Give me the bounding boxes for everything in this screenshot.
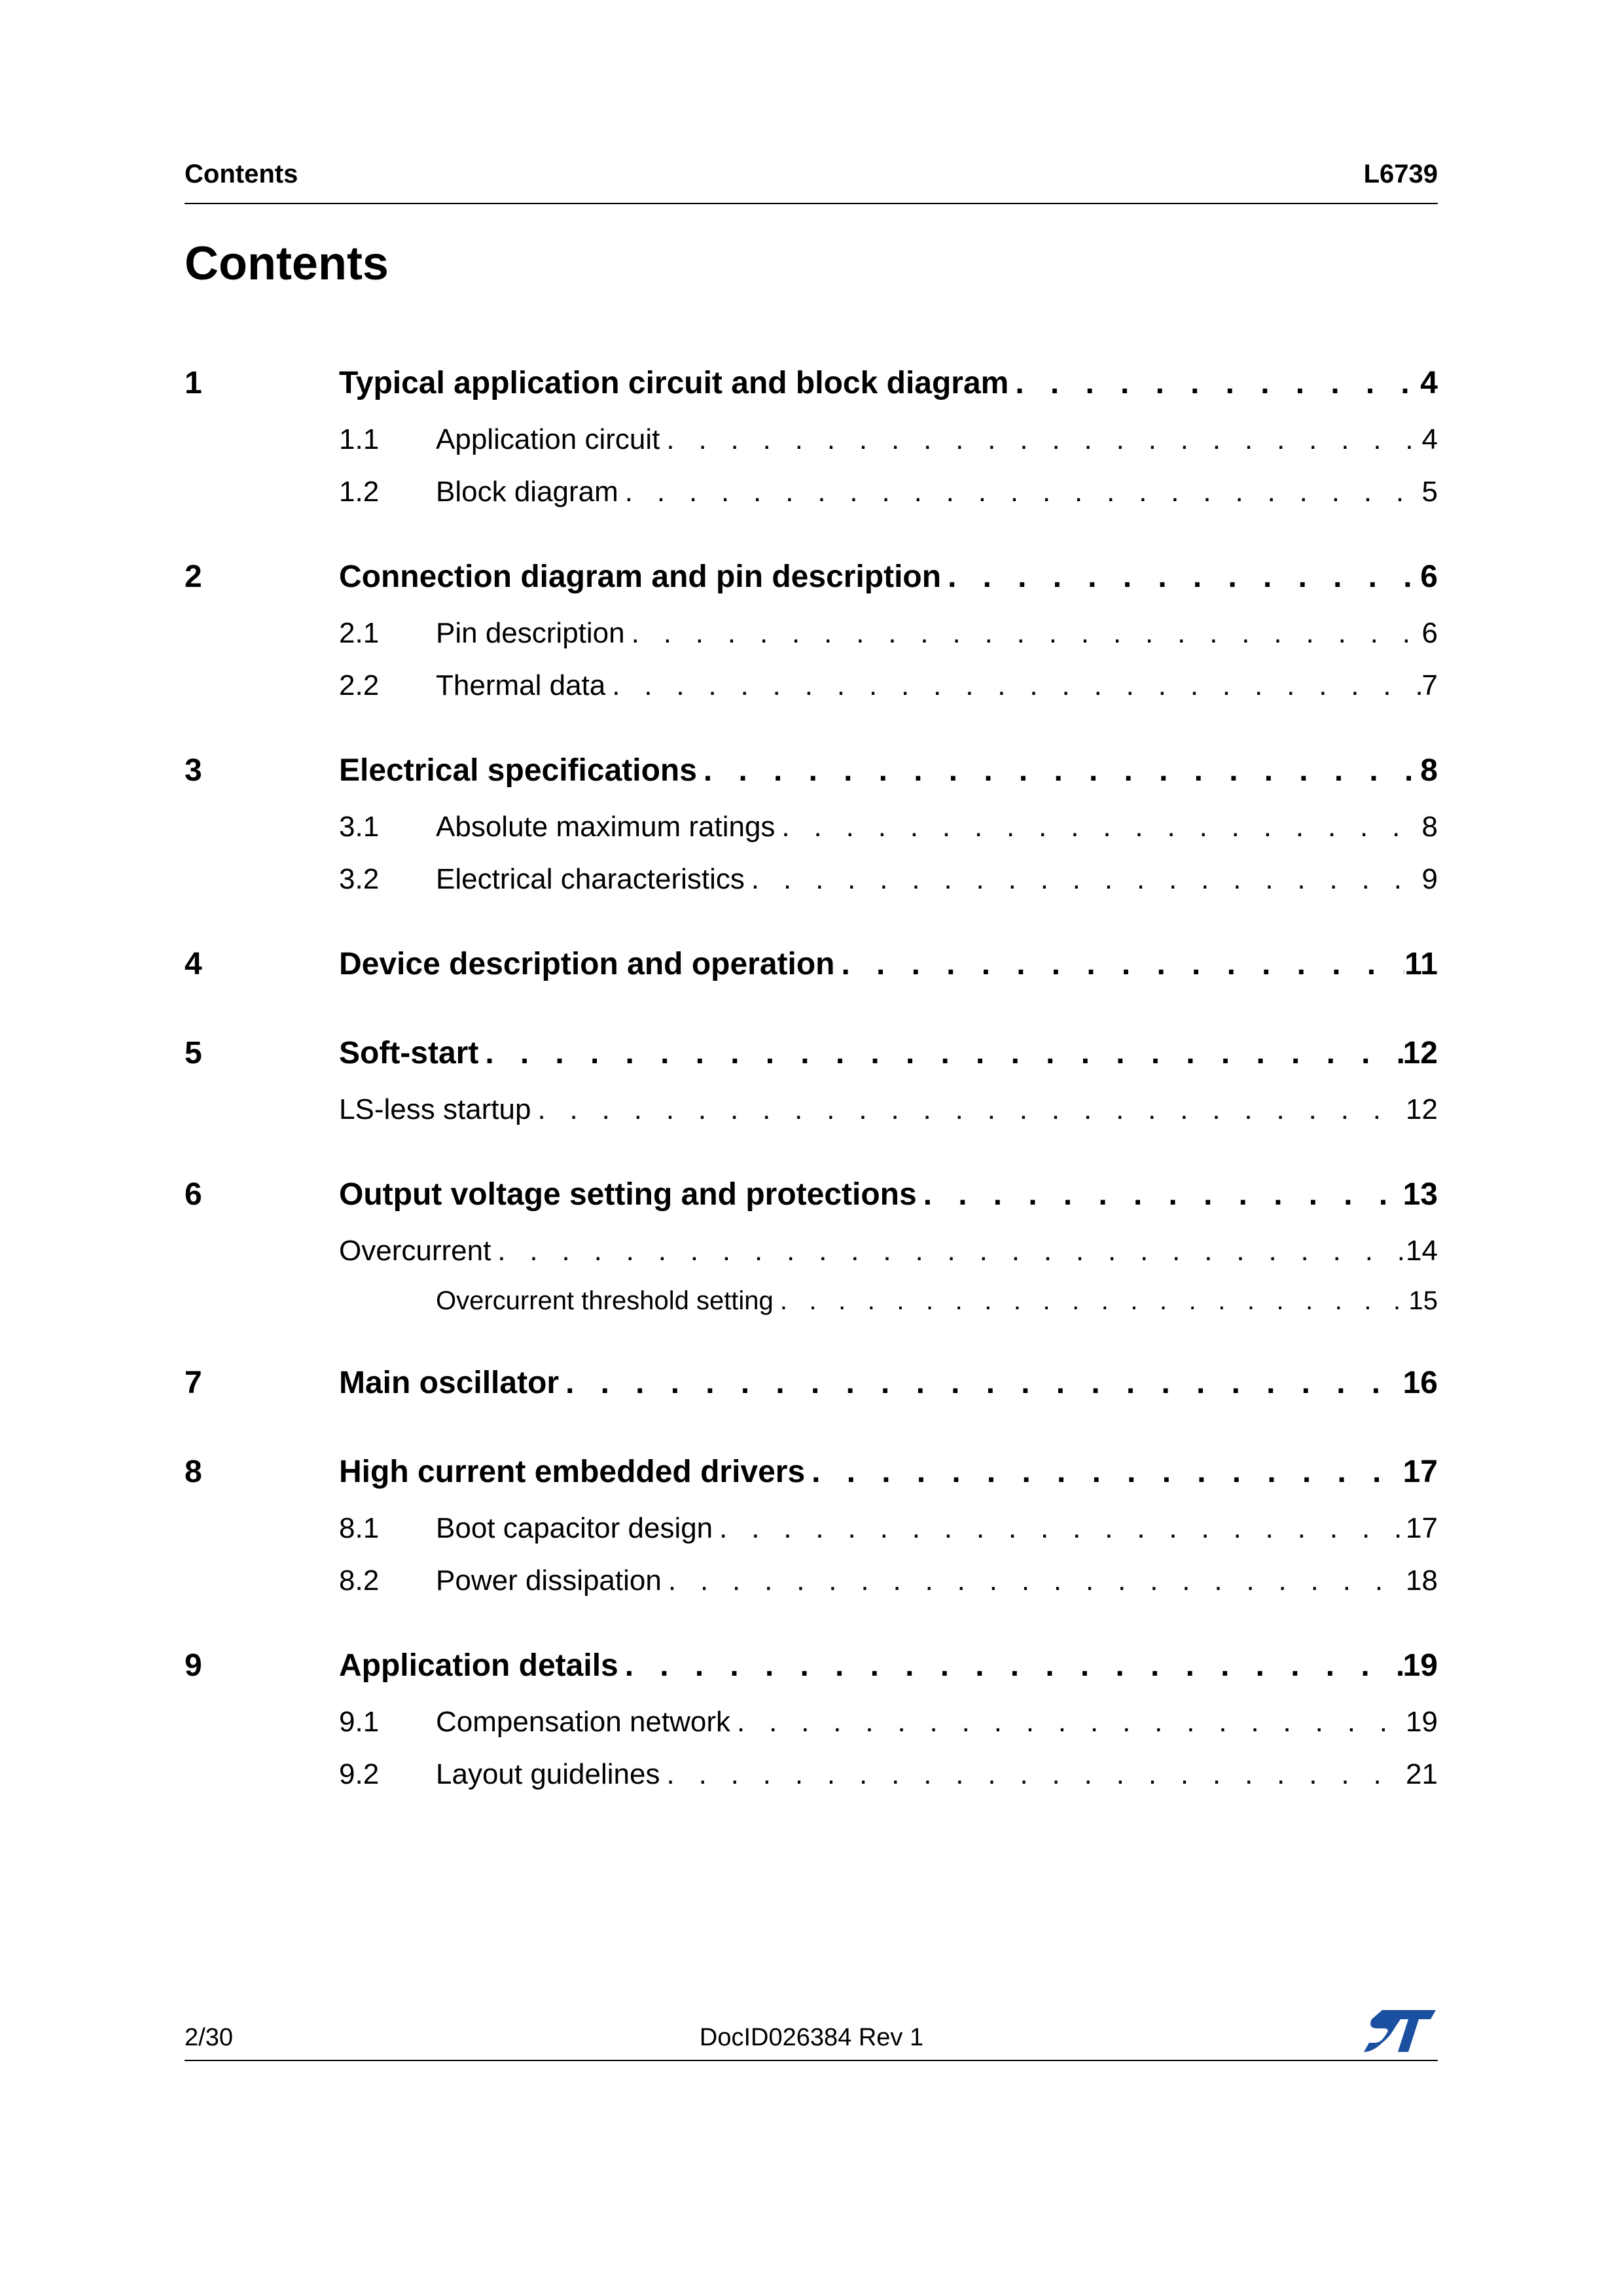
section-title: Overcurrent bbox=[339, 1235, 491, 1267]
section-number: 9.1 bbox=[339, 1706, 380, 1738]
chapter-number: 5 bbox=[185, 1036, 202, 1070]
section-title: Pin description bbox=[436, 617, 625, 649]
st-logo bbox=[1363, 2007, 1438, 2055]
chapter-number: 6 bbox=[185, 1177, 202, 1212]
toc-section-entry[interactable] bbox=[185, 1225, 1438, 1277]
footer-page-number: 2/30 bbox=[185, 2024, 233, 2051]
chapter-title: Connection diagram and pin description bbox=[339, 559, 942, 594]
section-page: 17 bbox=[1406, 1512, 1438, 1544]
chapter-title: Device description and operation bbox=[339, 947, 835, 981]
dot-leader bbox=[917, 1165, 1403, 1225]
toc-section-entry[interactable] bbox=[185, 853, 1438, 906]
section-number: 3.1 bbox=[339, 811, 380, 843]
dot-leader bbox=[531, 1084, 1406, 1136]
section-page: 15 bbox=[1408, 1286, 1438, 1315]
toc-section-entry[interactable] bbox=[185, 801, 1438, 853]
section-title: Overcurrent threshold setting bbox=[436, 1286, 774, 1315]
footer-divider bbox=[185, 2060, 1438, 2061]
dot-leader bbox=[775, 801, 1421, 853]
chapter-number: 1 bbox=[185, 366, 202, 400]
toc-chapter-entry[interactable] bbox=[185, 1636, 1438, 1696]
chapter-page: 8 bbox=[1420, 753, 1438, 788]
section-page: 21 bbox=[1406, 1758, 1438, 1790]
section-page: 8 bbox=[1421, 811, 1438, 843]
chapter-page: 4 bbox=[1420, 366, 1438, 400]
dot-leader bbox=[605, 660, 1421, 712]
section-title: Thermal data bbox=[436, 669, 606, 701]
section-number: 9.2 bbox=[339, 1758, 380, 1790]
header-part-number: L6739 bbox=[1363, 160, 1438, 188]
toc-chapter-entry[interactable] bbox=[185, 934, 1438, 995]
toc-chapter bbox=[185, 934, 1438, 995]
section-number: 8.2 bbox=[339, 1564, 380, 1597]
toc-chapter-entry[interactable] bbox=[185, 741, 1438, 801]
header-section-label: Contents bbox=[185, 160, 298, 188]
section-page: 6 bbox=[1421, 617, 1438, 649]
toc-chapter bbox=[185, 547, 1438, 712]
toc-chapter bbox=[185, 1353, 1438, 1413]
chapter-title: Output voltage setting and protections bbox=[339, 1177, 917, 1212]
section-number: 2.1 bbox=[339, 617, 380, 649]
section-title: Compensation network bbox=[436, 1706, 731, 1738]
section-page: 18 bbox=[1406, 1564, 1438, 1597]
chapter-title: Main oscillator bbox=[339, 1366, 560, 1400]
section-page: 14 bbox=[1406, 1235, 1438, 1267]
chapter-title: Electrical specifications bbox=[339, 753, 697, 788]
chapter-page: 13 bbox=[1402, 1177, 1438, 1212]
dot-leader bbox=[835, 934, 1405, 995]
section-title: Boot capacitor design bbox=[436, 1512, 713, 1544]
chapter-number: 9 bbox=[185, 1648, 202, 1683]
section-title: Power dissipation bbox=[436, 1564, 662, 1597]
dot-leader bbox=[745, 853, 1422, 906]
section-number: 1.1 bbox=[339, 423, 380, 455]
chapter-number: 3 bbox=[185, 753, 202, 788]
section-title: Electrical characteristics bbox=[436, 863, 745, 895]
chapter-title: High current embedded drivers bbox=[339, 1455, 806, 1489]
toc-section-entry[interactable] bbox=[185, 1084, 1438, 1136]
toc-section-entry[interactable] bbox=[185, 1748, 1438, 1801]
dot-leader bbox=[478, 1023, 1402, 1084]
toc-section-entry[interactable] bbox=[185, 607, 1438, 660]
header-divider bbox=[185, 203, 1438, 204]
toc-chapter bbox=[185, 1165, 1438, 1324]
dot-leader bbox=[774, 1277, 1409, 1324]
dot-leader bbox=[625, 607, 1422, 660]
dot-leader bbox=[660, 1748, 1406, 1801]
section-number: 8.1 bbox=[339, 1512, 380, 1544]
section-page: 7 bbox=[1421, 669, 1438, 701]
section-title: Layout guidelines bbox=[436, 1758, 660, 1790]
toc-chapter-entry[interactable] bbox=[185, 1353, 1438, 1413]
section-number: 2.2 bbox=[339, 669, 380, 701]
toc-chapter-entry[interactable] bbox=[185, 1165, 1438, 1225]
toc-chapter-entry[interactable] bbox=[185, 353, 1438, 414]
section-number: 3.2 bbox=[339, 863, 380, 895]
section-title: Block diagram bbox=[436, 476, 618, 508]
dot-leader bbox=[618, 1636, 1403, 1696]
toc-section-entry[interactable] bbox=[185, 466, 1438, 518]
chapter-title: Application details bbox=[339, 1648, 618, 1683]
toc-chapter-entry[interactable] bbox=[185, 1023, 1438, 1084]
chapter-number: 7 bbox=[185, 1366, 202, 1400]
chapter-page: 19 bbox=[1402, 1648, 1438, 1683]
chapter-page: 6 bbox=[1420, 559, 1438, 594]
toc-section-entry[interactable] bbox=[185, 1696, 1438, 1748]
section-number: 1.2 bbox=[339, 476, 380, 508]
dot-leader bbox=[713, 1502, 1406, 1555]
dot-leader bbox=[491, 1225, 1406, 1277]
dot-leader bbox=[941, 547, 1420, 607]
section-page: 5 bbox=[1421, 476, 1438, 508]
section-page: 4 bbox=[1421, 423, 1438, 455]
chapter-title: Typical application circuit and block diagram bbox=[339, 366, 1009, 400]
toc-chapter bbox=[185, 353, 1438, 518]
toc-subsection-entry[interactable] bbox=[185, 1277, 1438, 1324]
toc-chapter-entry[interactable] bbox=[185, 547, 1438, 607]
chapter-number: 4 bbox=[185, 947, 202, 981]
chapter-number: 2 bbox=[185, 559, 202, 594]
section-page: 19 bbox=[1406, 1706, 1438, 1738]
page-title: Contents bbox=[185, 238, 389, 290]
dot-leader bbox=[618, 466, 1422, 518]
toc-chapter bbox=[185, 1442, 1438, 1607]
toc-section-entry[interactable] bbox=[185, 414, 1438, 466]
toc-section-entry[interactable] bbox=[185, 1502, 1438, 1555]
dot-leader bbox=[559, 1353, 1403, 1413]
dot-leader bbox=[662, 1555, 1406, 1607]
dot-leader bbox=[805, 1442, 1402, 1502]
table-of-contents bbox=[185, 353, 1438, 1829]
footer-doc-id: DocID026384 Rev 1 bbox=[699, 2024, 924, 2051]
chapter-page: 17 bbox=[1402, 1455, 1438, 1489]
toc-chapter-entry[interactable] bbox=[185, 1442, 1438, 1502]
chapter-page: 12 bbox=[1402, 1036, 1438, 1070]
toc-chapter bbox=[185, 1023, 1438, 1136]
chapter-page: 16 bbox=[1402, 1366, 1438, 1400]
section-title: Application circuit bbox=[436, 423, 660, 455]
section-title: Absolute maximum ratings bbox=[436, 811, 776, 843]
chapter-number: 8 bbox=[185, 1455, 202, 1489]
chapter-page: 11 bbox=[1404, 947, 1438, 981]
dot-leader bbox=[660, 414, 1421, 466]
chapter-title: Soft-start bbox=[339, 1036, 479, 1070]
toc-chapter bbox=[185, 1636, 1438, 1801]
dot-leader bbox=[730, 1696, 1406, 1748]
section-page: 12 bbox=[1406, 1093, 1438, 1125]
section-title: LS-less startup bbox=[339, 1093, 531, 1125]
toc-section-entry[interactable] bbox=[185, 1555, 1438, 1607]
dot-leader bbox=[1008, 353, 1420, 414]
toc-chapter bbox=[185, 741, 1438, 906]
dot-leader bbox=[697, 741, 1420, 801]
section-page: 9 bbox=[1421, 863, 1438, 895]
toc-section-entry[interactable] bbox=[185, 660, 1438, 712]
